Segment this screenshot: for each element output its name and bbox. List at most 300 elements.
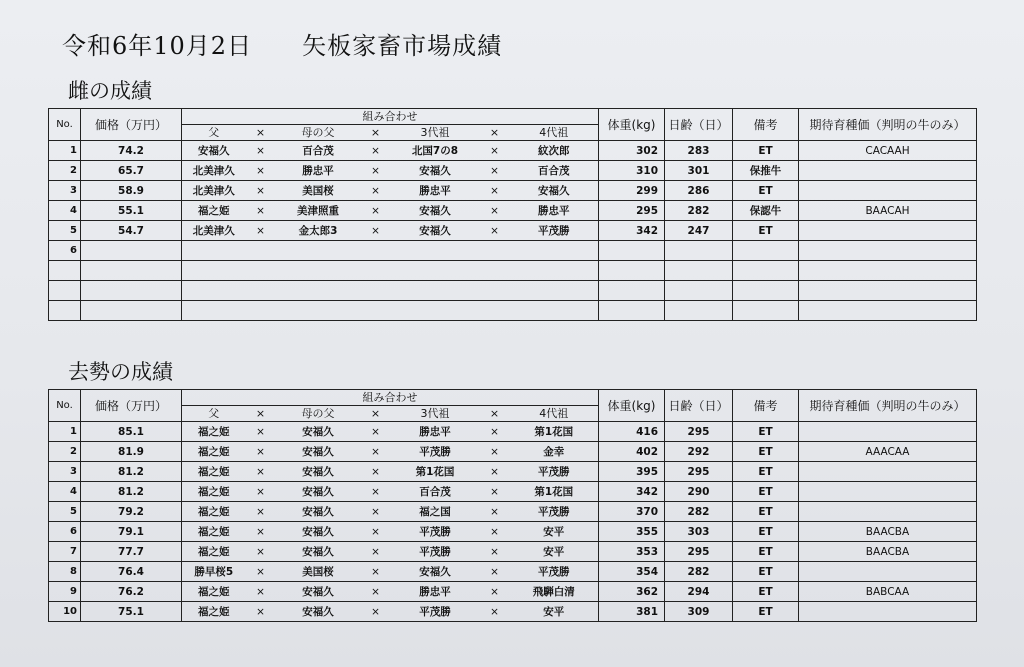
remarks-cell: ET xyxy=(733,462,799,482)
age-cell: 292 xyxy=(665,442,733,462)
gen3-cell: 北国7の8 xyxy=(391,141,480,161)
gen3-cell: 勝忠平 xyxy=(391,181,480,201)
gen4-cell: 安平 xyxy=(510,602,599,622)
cross-mark xyxy=(480,241,510,261)
price-cell: 74.2 xyxy=(81,141,182,161)
row-number xyxy=(49,281,81,301)
remarks-cell xyxy=(733,241,799,261)
cross-mark: × xyxy=(480,201,510,221)
row-number xyxy=(49,261,81,281)
price-cell xyxy=(81,261,182,281)
age-cell: 282 xyxy=(665,201,733,221)
age-cell: 295 xyxy=(665,422,733,442)
row-number: 2 xyxy=(49,442,81,462)
weight-cell: 353 xyxy=(599,542,665,562)
row-number xyxy=(49,301,81,321)
cross-mark: × xyxy=(246,462,276,482)
row-number: 1 xyxy=(49,141,81,161)
gen3-header: 3代祖 xyxy=(391,125,480,141)
gen4-cell: 勝忠平 xyxy=(510,201,599,221)
age-cell: 282 xyxy=(665,562,733,582)
gen3-cell: 平茂勝 xyxy=(391,542,480,562)
price-cell: 85.1 xyxy=(81,422,182,442)
remarks-header: 備考 xyxy=(733,390,799,422)
mother-father-header: 母の父 xyxy=(276,406,361,422)
age-cell: 286 xyxy=(665,181,733,201)
cross-mark xyxy=(480,261,510,281)
cross-mark: × xyxy=(480,522,510,542)
gen3-cell: 安福久 xyxy=(391,161,480,181)
price-header: 価格（万円） xyxy=(81,109,182,141)
cross-mark xyxy=(361,281,391,301)
table-row xyxy=(49,201,977,221)
mother-father-cell xyxy=(276,261,361,281)
age-cell: 303 xyxy=(665,522,733,542)
heifer-results-table xyxy=(48,108,977,321)
expected-value-cell: CACAAH xyxy=(799,141,977,161)
remarks-cell: ET xyxy=(733,422,799,442)
gen4-cell: 安平 xyxy=(510,542,599,562)
cross-mark xyxy=(246,261,276,281)
gen3-cell xyxy=(391,281,480,301)
father-cell: 北美津久 xyxy=(182,181,246,201)
table-row xyxy=(49,522,977,542)
age-cell: 309 xyxy=(665,602,733,622)
row-number: 7 xyxy=(49,542,81,562)
remarks-cell xyxy=(733,281,799,301)
gen4-cell xyxy=(510,261,599,281)
weight-cell: 416 xyxy=(599,422,665,442)
gen3-cell xyxy=(391,261,480,281)
expected-value-cell xyxy=(799,462,977,482)
steer-section-title: 去勢の成績 xyxy=(68,360,173,384)
combo-header: 組み合わせ xyxy=(182,390,599,406)
expected-value-cell xyxy=(799,181,977,201)
father-cell: 福之姫 xyxy=(182,542,246,562)
cross-mark: × xyxy=(361,562,391,582)
cross-mark: × xyxy=(246,602,276,622)
mother-father-cell: 安福久 xyxy=(276,522,361,542)
cross-mark: × xyxy=(480,562,510,582)
gen4-cell: 第1花国 xyxy=(510,482,599,502)
cross-mark: × xyxy=(480,125,510,141)
mother-father-cell: 金太郎3 xyxy=(276,221,361,241)
price-cell: 76.4 xyxy=(81,562,182,582)
cross-mark: × xyxy=(246,502,276,522)
father-header: 父 xyxy=(182,125,246,141)
remarks-cell: ET xyxy=(733,582,799,602)
table-row xyxy=(49,582,977,602)
row-number: 2 xyxy=(49,161,81,181)
cross-mark: × xyxy=(361,602,391,622)
mother-father-cell: 美国桜 xyxy=(276,181,361,201)
gen3-cell: 平茂勝 xyxy=(391,522,480,542)
expected-value-cell xyxy=(799,602,977,622)
price-cell: 55.1 xyxy=(81,201,182,221)
gen4-cell: 金幸 xyxy=(510,442,599,462)
table-row xyxy=(49,301,977,321)
cross-mark: × xyxy=(480,542,510,562)
age-cell xyxy=(665,261,733,281)
weight-cell: 381 xyxy=(599,602,665,622)
remarks-cell xyxy=(733,301,799,321)
cross-mark: × xyxy=(361,582,391,602)
price-cell: 81.9 xyxy=(81,442,182,462)
father-cell: 勝早桜5 xyxy=(182,562,246,582)
gen3-cell: 平茂勝 xyxy=(391,602,480,622)
mother-father-cell: 安福久 xyxy=(276,502,361,522)
father-cell: 福之姫 xyxy=(182,602,246,622)
expected-value-cell xyxy=(799,241,977,261)
father-cell xyxy=(182,261,246,281)
gen4-header: 4代祖 xyxy=(510,406,599,422)
cross-mark: × xyxy=(246,442,276,462)
gen4-cell: 紋次郎 xyxy=(510,141,599,161)
header-row xyxy=(49,390,977,406)
remarks-cell: ET xyxy=(733,502,799,522)
row-number: 6 xyxy=(49,241,81,261)
gen4-cell: 飛騨白清 xyxy=(510,582,599,602)
gen4-cell: 安平 xyxy=(510,522,599,542)
expected-value-cell xyxy=(799,281,977,301)
father-cell xyxy=(182,301,246,321)
father-cell: 福之姫 xyxy=(182,462,246,482)
mother-father-cell: 安福久 xyxy=(276,442,361,462)
weight-cell: 395 xyxy=(599,462,665,482)
expected-value-cell: AAACAA xyxy=(799,442,977,462)
weight-cell xyxy=(599,241,665,261)
row-number: 5 xyxy=(49,221,81,241)
weight-cell xyxy=(599,301,665,321)
weight-cell: 302 xyxy=(599,141,665,161)
weight-cell: 342 xyxy=(599,221,665,241)
mother-father-header: 母の父 xyxy=(276,125,361,141)
expected-value-cell xyxy=(799,502,977,522)
remarks-header: 備考 xyxy=(733,109,799,141)
gen3-cell: 安福久 xyxy=(391,201,480,221)
cross-mark: × xyxy=(246,522,276,542)
table-row xyxy=(49,442,977,462)
cross-mark: × xyxy=(246,201,276,221)
gen3-cell: 平茂勝 xyxy=(391,442,480,462)
cross-mark: × xyxy=(480,221,510,241)
age-cell xyxy=(665,301,733,321)
price-cell: 75.1 xyxy=(81,602,182,622)
remarks-cell: 保認牛 xyxy=(733,201,799,221)
remarks-cell: ET xyxy=(733,482,799,502)
heifer-section-title: 雌の成績 xyxy=(68,79,152,103)
expected-value-cell xyxy=(799,422,977,442)
page-title: 令和6年10月2日 矢板家畜市場成績 xyxy=(62,32,503,60)
father-cell xyxy=(182,281,246,301)
gen4-cell: 平茂勝 xyxy=(510,502,599,522)
cross-mark: × xyxy=(246,422,276,442)
remarks-cell: ET xyxy=(733,562,799,582)
mother-father-cell: 安福久 xyxy=(276,542,361,562)
weight-cell xyxy=(599,261,665,281)
gen3-cell: 安福久 xyxy=(391,562,480,582)
remarks-cell: ET xyxy=(733,141,799,161)
expected-value-cell xyxy=(799,161,977,181)
expected-value-cell: BABCAA xyxy=(799,582,977,602)
mother-father-cell: 安福久 xyxy=(276,602,361,622)
weight-header: 体重(kg) xyxy=(599,109,665,141)
age-cell: 295 xyxy=(665,542,733,562)
cross-mark: × xyxy=(480,602,510,622)
expected-value-cell xyxy=(799,221,977,241)
price-cell: 81.2 xyxy=(81,482,182,502)
mother-father-cell xyxy=(276,281,361,301)
combo-header: 組み合わせ xyxy=(182,109,599,125)
cross-mark: × xyxy=(480,462,510,482)
cross-mark: × xyxy=(361,125,391,141)
remarks-cell: ET xyxy=(733,181,799,201)
age-header: 日齢（日） xyxy=(665,390,733,422)
gen3-cell xyxy=(391,301,480,321)
cross-mark: × xyxy=(480,502,510,522)
table-row xyxy=(49,602,977,622)
father-cell: 福之姫 xyxy=(182,201,246,221)
cross-mark: × xyxy=(361,442,391,462)
gen4-cell: 平茂勝 xyxy=(510,562,599,582)
price-cell: 76.2 xyxy=(81,582,182,602)
father-cell: 福之姫 xyxy=(182,442,246,462)
table-row xyxy=(49,502,977,522)
table-row xyxy=(49,141,977,161)
cross-mark: × xyxy=(246,562,276,582)
cross-mark: × xyxy=(246,582,276,602)
row-number: 3 xyxy=(49,181,81,201)
gen3-cell: 百合茂 xyxy=(391,482,480,502)
gen3-cell: 勝忠平 xyxy=(391,422,480,442)
cross-mark: × xyxy=(361,406,391,422)
age-cell: 294 xyxy=(665,582,733,602)
cross-mark: × xyxy=(361,422,391,442)
table-row xyxy=(49,422,977,442)
price-cell: 79.1 xyxy=(81,522,182,542)
row-number: 10 xyxy=(49,602,81,622)
cross-mark: × xyxy=(480,422,510,442)
gen4-header: 4代祖 xyxy=(510,125,599,141)
remarks-cell: ET xyxy=(733,442,799,462)
cross-mark: × xyxy=(246,221,276,241)
father-cell xyxy=(182,241,246,261)
father-cell: 北美津久 xyxy=(182,161,246,181)
table-row xyxy=(49,181,977,201)
weight-cell: 310 xyxy=(599,161,665,181)
gen3-cell: 第1花国 xyxy=(391,462,480,482)
age-cell: 283 xyxy=(665,141,733,161)
row-number: 4 xyxy=(49,482,81,502)
age-cell: 301 xyxy=(665,161,733,181)
father-cell: 福之姫 xyxy=(182,482,246,502)
row-number: 9 xyxy=(49,582,81,602)
weight-cell: 355 xyxy=(599,522,665,542)
gen4-cell: 平茂勝 xyxy=(510,221,599,241)
table-row xyxy=(49,161,977,181)
gen4-cell xyxy=(510,281,599,301)
remarks-cell: 保推牛 xyxy=(733,161,799,181)
price-cell: 58.9 xyxy=(81,181,182,201)
weight-cell: 342 xyxy=(599,482,665,502)
father-cell: 福之姫 xyxy=(182,502,246,522)
table-row xyxy=(49,261,977,281)
cross-mark xyxy=(361,261,391,281)
gen3-cell: 勝忠平 xyxy=(391,582,480,602)
mother-father-cell: 勝忠平 xyxy=(276,161,361,181)
age-cell: 282 xyxy=(665,502,733,522)
cross-mark xyxy=(246,301,276,321)
row-number: 8 xyxy=(49,562,81,582)
price-cell xyxy=(81,301,182,321)
gen4-cell xyxy=(510,301,599,321)
cross-mark: × xyxy=(361,462,391,482)
mother-father-cell: 安福久 xyxy=(276,422,361,442)
age-cell: 295 xyxy=(665,462,733,482)
father-header: 父 xyxy=(182,406,246,422)
table-row xyxy=(49,221,977,241)
gen4-cell xyxy=(510,241,599,261)
age-cell: 290 xyxy=(665,482,733,502)
table-row xyxy=(49,542,977,562)
cross-mark: × xyxy=(246,141,276,161)
price-cell xyxy=(81,241,182,261)
gen4-cell: 安福久 xyxy=(510,181,599,201)
remarks-cell: ET xyxy=(733,542,799,562)
cross-mark: × xyxy=(246,125,276,141)
no-header: No. xyxy=(49,109,81,141)
cross-mark: × xyxy=(361,141,391,161)
cross-mark: × xyxy=(480,181,510,201)
cross-mark: × xyxy=(246,181,276,201)
row-number: 1 xyxy=(49,422,81,442)
mother-father-cell: 安福久 xyxy=(276,482,361,502)
cross-mark: × xyxy=(361,161,391,181)
expected-value-header: 期待育種価（判明の牛のみ） xyxy=(799,390,977,422)
remarks-cell xyxy=(733,261,799,281)
expected-value-cell xyxy=(799,562,977,582)
weight-cell: 370 xyxy=(599,502,665,522)
cross-mark: × xyxy=(361,522,391,542)
cross-mark: × xyxy=(480,582,510,602)
expected-value-header: 期待育種価（判明の牛のみ） xyxy=(799,109,977,141)
no-header: No. xyxy=(49,390,81,422)
mother-father-cell xyxy=(276,301,361,321)
age-cell xyxy=(665,281,733,301)
father-cell: 福之姫 xyxy=(182,422,246,442)
row-number: 6 xyxy=(49,522,81,542)
cross-mark: × xyxy=(480,161,510,181)
table-row xyxy=(49,462,977,482)
table-row xyxy=(49,562,977,582)
cross-mark: × xyxy=(361,502,391,522)
expected-value-cell: BAACBA xyxy=(799,542,977,562)
cross-mark: × xyxy=(361,181,391,201)
remarks-cell: ET xyxy=(733,522,799,542)
cross-mark: × xyxy=(361,221,391,241)
price-cell: 81.2 xyxy=(81,462,182,482)
cross-mark: × xyxy=(246,406,276,422)
cross-mark: × xyxy=(361,542,391,562)
father-cell: 福之姫 xyxy=(182,582,246,602)
gen4-cell: 第1花国 xyxy=(510,422,599,442)
cross-mark xyxy=(361,301,391,321)
cross-mark: × xyxy=(480,141,510,161)
remarks-cell: ET xyxy=(733,602,799,622)
gen3-cell: 安福久 xyxy=(391,221,480,241)
cross-mark xyxy=(480,301,510,321)
age-cell xyxy=(665,241,733,261)
cross-mark: × xyxy=(480,482,510,502)
table-row xyxy=(49,482,977,502)
header-row xyxy=(49,109,977,125)
expected-value-cell: BAACAH xyxy=(799,201,977,221)
cross-mark: × xyxy=(480,406,510,422)
cross-mark: × xyxy=(246,542,276,562)
weight-cell: 362 xyxy=(599,582,665,602)
gen3-cell xyxy=(391,241,480,261)
expected-value-cell xyxy=(799,301,977,321)
gen3-cell: 福之国 xyxy=(391,502,480,522)
weight-cell xyxy=(599,281,665,301)
mother-father-cell: 美国桜 xyxy=(276,562,361,582)
steer-results-table xyxy=(48,389,977,622)
price-cell: 79.2 xyxy=(81,502,182,522)
expected-value-cell xyxy=(799,261,977,281)
row-number: 5 xyxy=(49,502,81,522)
price-header: 価格（万円） xyxy=(81,390,182,422)
mother-father-cell: 安福久 xyxy=(276,462,361,482)
age-cell: 247 xyxy=(665,221,733,241)
price-cell: 77.7 xyxy=(81,542,182,562)
gen3-header: 3代祖 xyxy=(391,406,480,422)
mother-father-cell: 安福久 xyxy=(276,582,361,602)
expected-value-cell xyxy=(799,482,977,502)
father-cell: 福之姫 xyxy=(182,522,246,542)
cross-mark: × xyxy=(246,161,276,181)
mother-father-cell: 美津照重 xyxy=(276,201,361,221)
weight-header: 体重(kg) xyxy=(599,390,665,422)
expected-value-cell: BAACBA xyxy=(799,522,977,542)
cross-mark xyxy=(480,281,510,301)
cross-mark: × xyxy=(361,482,391,502)
price-cell: 65.7 xyxy=(81,161,182,181)
age-header: 日齢（日） xyxy=(665,109,733,141)
weight-cell: 354 xyxy=(599,562,665,582)
gen4-cell: 平茂勝 xyxy=(510,462,599,482)
weight-cell: 402 xyxy=(599,442,665,462)
row-number: 3 xyxy=(49,462,81,482)
cross-mark: × xyxy=(361,201,391,221)
mother-father-cell: 百合茂 xyxy=(276,141,361,161)
cross-mark xyxy=(246,241,276,261)
father-cell: 北美津久 xyxy=(182,221,246,241)
cross-mark: × xyxy=(246,482,276,502)
cross-mark xyxy=(246,281,276,301)
weight-cell: 295 xyxy=(599,201,665,221)
remarks-cell: ET xyxy=(733,221,799,241)
weight-cell: 299 xyxy=(599,181,665,201)
row-number: 4 xyxy=(49,201,81,221)
price-cell: 54.7 xyxy=(81,221,182,241)
cross-mark: × xyxy=(480,442,510,462)
gen4-cell: 百合茂 xyxy=(510,161,599,181)
father-cell: 安福久 xyxy=(182,141,246,161)
table-row xyxy=(49,241,977,261)
mother-father-cell xyxy=(276,241,361,261)
table-row xyxy=(49,281,977,301)
cross-mark xyxy=(361,241,391,261)
